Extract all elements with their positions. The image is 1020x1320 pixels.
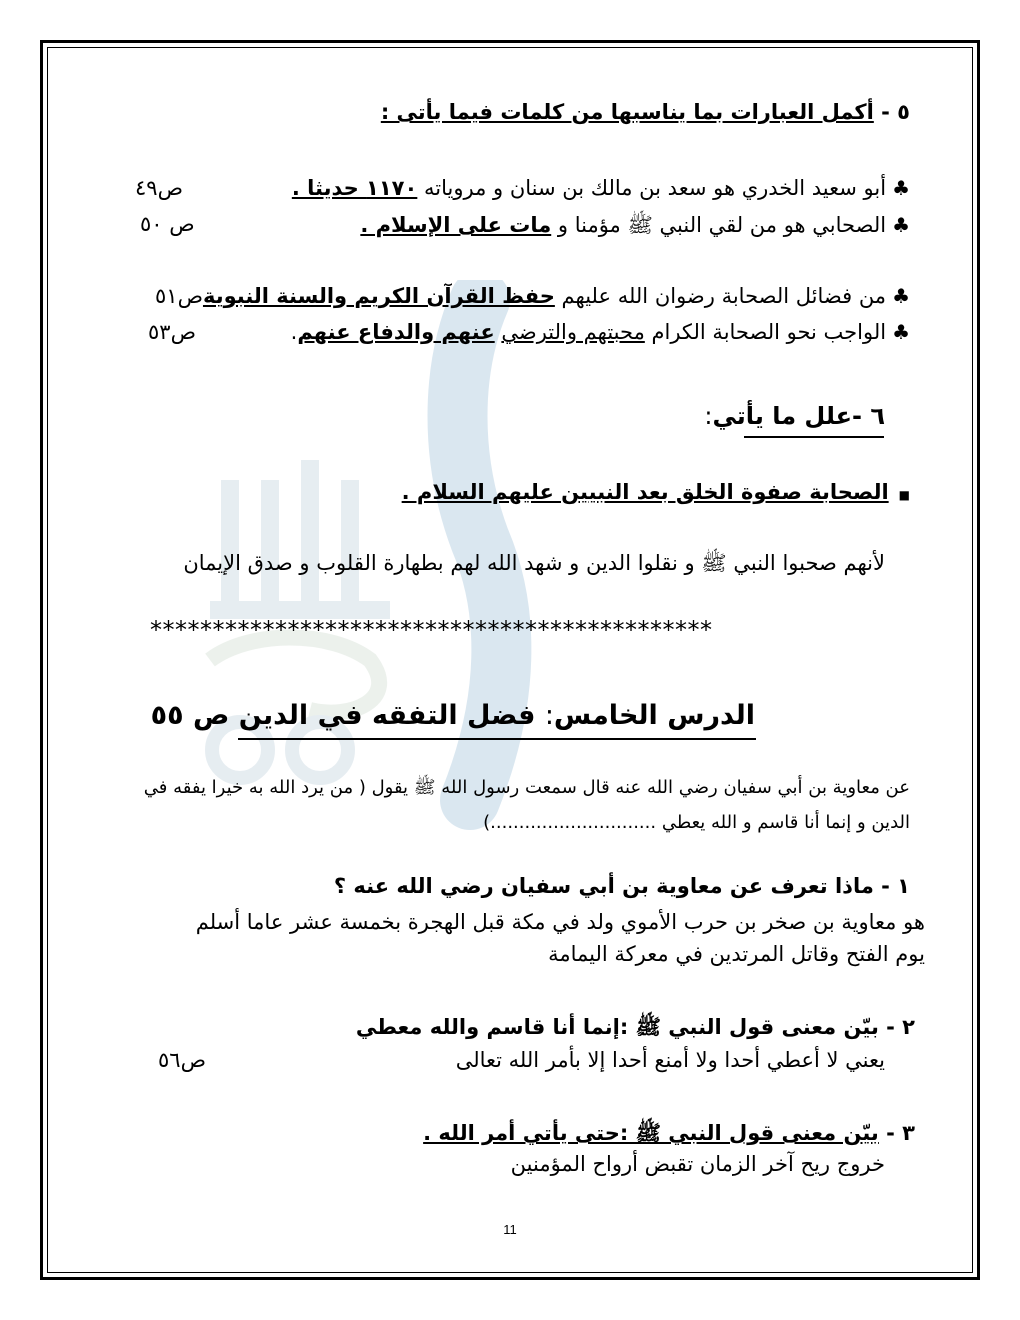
q1-answer-line-2: يوم الفتح وقاتل المرتدين في معركة اليمامة [548, 942, 925, 966]
q2-page: ص٥٦ [158, 1048, 206, 1072]
page-number: 11 [503, 1222, 517, 1237]
q3-number: ٣ - [886, 1121, 915, 1145]
q1-question: ١ - ماذا تعرف عن معاوية بن أبي سفيان رضي الله عنه ؟ [333, 874, 910, 898]
q5-item-2-answer: مات على الإسلام . [360, 213, 552, 237]
club-bullet-icon: ♣ [892, 284, 910, 308]
lesson-label: الدرس الخامس [553, 700, 755, 731]
lesson-title-line [151, 700, 755, 731]
q5-item-1 [292, 176, 910, 200]
q5-item-2-text: الصحابي هو من لقي النبي ﷺ مؤمنا و [551, 213, 887, 237]
q5-item-1-page: ص٤٩ [135, 176, 183, 200]
q6-statement: الصحابة صفوة الخلق بعد النبيين عليهم السلام . [401, 480, 889, 504]
q5-item-3-answer: حفظ القرآن الكريم والسنة النبوية [202, 284, 555, 308]
q6-answer: لأنهم صحبوا النبي ﷺ و نقلوا الدين و شهد الله لهم بطهارة القلوب و صدق الإيمان [183, 551, 885, 575]
q6-heading-underline [744, 436, 884, 438]
hadith-line-2: الدين و إنما أنا قاسم و الله يعطي .............................) [483, 812, 910, 833]
q5-item-3-text: من فضائل الصحابة رضوان الله عليهم [554, 284, 887, 308]
q6-heading: ٦ -علل ما يأتي [712, 402, 885, 430]
q5-item-2-page: ص ٥٠ [140, 212, 195, 236]
q5-item-4-page: ص٥٣ [148, 320, 196, 344]
q5-item-3-page: ص٥١ [155, 284, 203, 308]
q3-question-line [423, 1120, 915, 1151]
q5-item-4-text: الواجب نحو الصحابة الكرام [644, 320, 887, 344]
q6-colon: : [704, 402, 713, 430]
lesson-colon: : [544, 700, 554, 731]
club-bullet-icon: ♣ [892, 320, 910, 344]
q2-answer: يعني لا أعطي أحدا ولا أمنع أحدا إلا بأمر الله تعالى [455, 1048, 885, 1072]
lesson-title: فضل التفقه في الدين ص ٥٥ [150, 700, 536, 731]
q5-item-2 [360, 212, 910, 243]
q5-item-3 [155, 284, 910, 308]
q2-question: ٢ - بيّن معنى قول النبي ﷺ :إنما أنا قاسم والله معطي [355, 1015, 915, 1039]
q1-answer-line-1: هو معاوية بن صخر بن حرب الأموي ولد في مكة قبل الهجرة بخمسة عشر عاما أسلم [195, 910, 925, 934]
club-bullet-icon: ♣ [892, 176, 910, 200]
q5-item-1-answer: ١١٧٠ حديثا . [291, 176, 418, 200]
q5-item-4-answer-a: محبتهم والترضي [501, 320, 645, 344]
hadith-line-1: عن معاوية بن أبي سفيان رضي الله عنه قال سمعت رسول الله ﷺ يقول ( من يرد الله به خيرا يفقه في [143, 777, 910, 798]
q6-heading-line [704, 402, 885, 430]
separator-stars: ********************************************* [150, 616, 713, 644]
q3-question: بيّن معنى قول النبي ﷺ :حتى يأتي أمر الله . [423, 1121, 879, 1145]
club-bullet-icon: ♣ [892, 213, 910, 237]
q5-heading-number: ٥ - [881, 100, 910, 124]
q3-answer: خروج ريح آخر الزمان تقبض أرواح المؤمنين [510, 1152, 885, 1176]
q5-item-4-answer-b: عنهم والدفاع عنهم [297, 320, 495, 344]
lesson-title-underline [238, 738, 756, 740]
q6-statement-line [402, 480, 910, 504]
q5-item-4 [291, 320, 910, 344]
square-bullet-icon: ■ [898, 488, 910, 502]
q5-item-1-text: أبو سعيد الخدري هو سعد بن مالك بن سنان و مروياته [417, 176, 887, 200]
q5-heading: أكمل العبارات بما يناسبها من كلمات فيما يأتى : [380, 100, 874, 124]
q5-item-4-end: . [290, 320, 298, 344]
q5-heading-line [381, 100, 910, 124]
